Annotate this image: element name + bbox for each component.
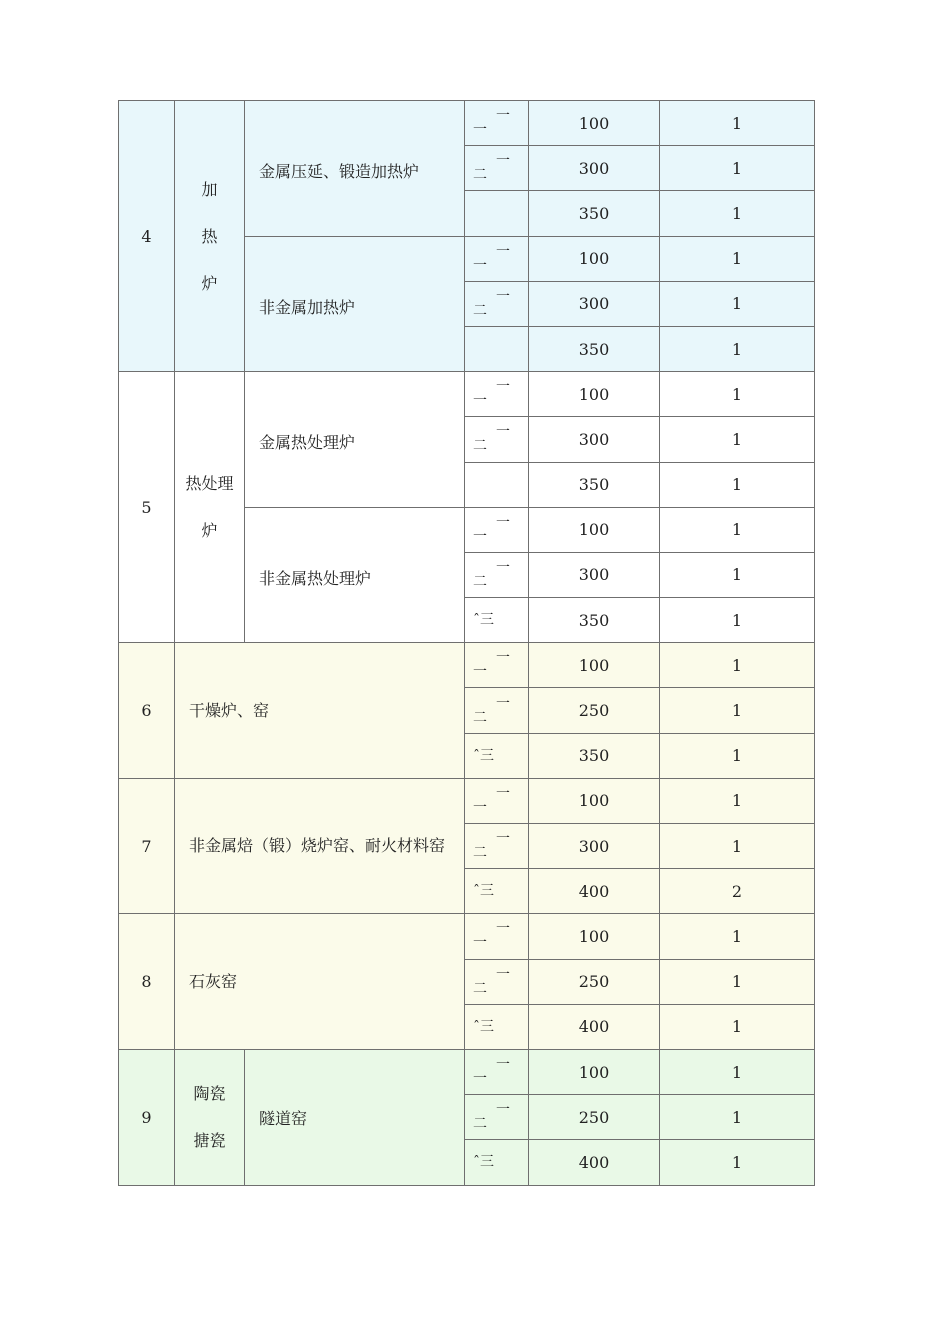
grade-mark-top: 一 [496,243,510,260]
row-number-cell: 8 [119,914,175,1050]
grade-cell [465,1095,529,1140]
value-cell: 1 [660,326,815,371]
table-row [119,643,815,688]
temperature-cell: 100 [529,507,660,552]
category-label-part: 热处理 [185,474,234,494]
grade-cell [465,959,529,1004]
grade-mark-top: 一 [496,1102,510,1119]
category-cell [175,1049,245,1185]
grade-cell [465,1004,529,1049]
row-number-cell: 5 [119,372,175,643]
category-label-part: 陶瓷 [193,1084,226,1104]
grade-mark-top: 一 [496,559,510,576]
grade-mark-bottom: ˆ三 [473,612,494,629]
table-row [119,101,815,146]
grade-mark-bottom: 二 [473,845,487,862]
temperature-cell: 300 [529,146,660,191]
grade-cell [465,507,529,552]
value-cell: 1 [660,598,815,643]
temperature-cell: 250 [529,688,660,733]
value-cell: 1 [660,191,815,236]
temperature-cell: 100 [529,1049,660,1094]
furnace-standards-table [118,100,815,1186]
grade-cell [465,914,529,959]
item-name-cell: 干燥炉、窑 [175,643,465,779]
grade-mark-bottom: 一 [473,257,487,274]
value-cell: 1 [660,552,815,597]
grade-cell [465,191,529,236]
category-label-part: 炉 [201,521,218,541]
grade-mark-bottom: 二 [473,167,487,184]
value-cell: 1 [660,733,815,778]
grade-mark-bottom: 二 [473,709,487,726]
grade-cell [465,778,529,823]
value-cell: 1 [660,1004,815,1049]
value-cell: 1 [660,824,815,869]
temperature-cell: 350 [529,733,660,778]
grade-cell [465,236,529,281]
subitem-name-cell: 金属压延、锻造加热炉 [245,101,465,237]
grade-mark-bottom: 一 [473,528,487,545]
grade-mark-top: 一 [496,650,510,667]
table-row [119,372,815,417]
category-cell [175,372,245,643]
temperature-cell: 300 [529,281,660,326]
grade-mark-bottom: ˆ三 [473,747,494,764]
subitem-name-cell: 非金属加热炉 [245,236,465,372]
grade-mark-top: 一 [496,921,510,938]
grade-mark-bottom: ˆ三 [473,1018,494,1035]
row-number-cell: 6 [119,643,175,779]
temperature-cell: 350 [529,462,660,507]
grade-cell [465,598,529,643]
grade-mark-bottom: 二 [473,980,487,997]
grade-mark-top: 一 [496,153,510,170]
value-cell: 1 [660,417,815,462]
grade-mark-bottom: 一 [473,664,487,681]
grade-mark-bottom: 二 [473,573,487,590]
subitem-name-cell: 金属热处理炉 [245,372,465,508]
grade-mark-bottom: ˆ三 [473,883,494,900]
value-cell: 1 [660,1140,815,1185]
value-cell: 1 [660,146,815,191]
grade-mark-top: 一 [496,966,510,983]
temperature-cell: 100 [529,236,660,281]
temperature-cell: 100 [529,101,660,146]
temperature-cell: 300 [529,824,660,869]
value-cell: 1 [660,507,815,552]
grade-mark-top: 一 [496,785,510,802]
grade-mark-bottom: 一 [473,122,487,139]
value-cell: 1 [660,101,815,146]
grade-cell [465,372,529,417]
temperature-cell: 100 [529,372,660,417]
table-row [119,778,815,823]
table-row [119,914,815,959]
temperature-cell: 300 [529,417,660,462]
item-name-cell: 石灰窑 [175,914,465,1050]
category-label-part: 搪瓷 [193,1131,226,1151]
category-label-part: 加 [201,179,218,199]
grade-cell [465,1140,529,1185]
temperature-cell: 100 [529,778,660,823]
row-number-cell: 4 [119,101,175,372]
table-body [119,101,815,1186]
grade-mark-bottom: 二 [473,1116,487,1133]
temperature-cell: 400 [529,1004,660,1049]
grade-cell [465,643,529,688]
grade-mark-top: 一 [496,379,510,396]
grade-cell [465,869,529,914]
grade-cell [465,1049,529,1094]
grade-mark-top: 一 [496,514,510,531]
value-cell: 1 [660,914,815,959]
grade-mark-top: 一 [496,424,510,441]
value-cell: 1 [660,1049,815,1094]
grade-cell [465,824,529,869]
temperature-cell: 300 [529,552,660,597]
grade-cell [465,101,529,146]
grade-mark-bottom: 一 [473,393,487,410]
table-row [119,1049,815,1094]
grade-mark-top: 一 [496,288,510,305]
value-cell: 1 [660,1095,815,1140]
grade-mark-bottom: 一 [473,935,487,952]
grade-mark-top: 一 [496,108,510,125]
grade-mark-bottom: 一 [473,799,487,816]
grade-mark-top: 一 [496,695,510,712]
grade-cell [465,281,529,326]
temperature-cell: 250 [529,959,660,1004]
grade-cell [465,146,529,191]
item-name-cell: 隧道窑 [245,1049,465,1185]
grade-mark-bottom: ˆ三 [473,1154,494,1171]
temperature-cell: 350 [529,598,660,643]
value-cell: 1 [660,372,815,417]
grade-cell [465,688,529,733]
grade-mark-top: 一 [496,831,510,848]
subitem-name-cell: 非金属热处理炉 [245,507,465,643]
grade-mark-bottom: 二 [473,438,487,455]
grade-cell [465,462,529,507]
value-cell: 1 [660,236,815,281]
temperature-cell: 100 [529,914,660,959]
grade-mark-bottom: 一 [473,1071,487,1088]
temperature-cell: 400 [529,1140,660,1185]
grade-cell [465,552,529,597]
grade-cell [465,733,529,778]
value-cell: 2 [660,869,815,914]
temperature-cell: 350 [529,191,660,236]
grade-mark-top: 一 [496,1057,510,1074]
row-number-cell: 9 [119,1049,175,1185]
category-label-part: 热 [201,226,218,246]
item-name-cell: 非金属焙（锻）烧炉窑、耐火材料窑 [175,778,465,914]
category-cell [175,101,245,372]
value-cell: 1 [660,643,815,688]
temperature-cell: 400 [529,869,660,914]
temperature-cell: 250 [529,1095,660,1140]
value-cell: 1 [660,281,815,326]
grade-cell [465,326,529,371]
grade-mark-bottom: 二 [473,302,487,319]
category-label-part: 炉 [201,273,218,293]
grade-cell [465,417,529,462]
value-cell: 1 [660,778,815,823]
row-number-cell: 7 [119,778,175,914]
temperature-cell: 350 [529,326,660,371]
value-cell: 1 [660,462,815,507]
temperature-cell: 100 [529,643,660,688]
value-cell: 1 [660,688,815,733]
value-cell: 1 [660,959,815,1004]
